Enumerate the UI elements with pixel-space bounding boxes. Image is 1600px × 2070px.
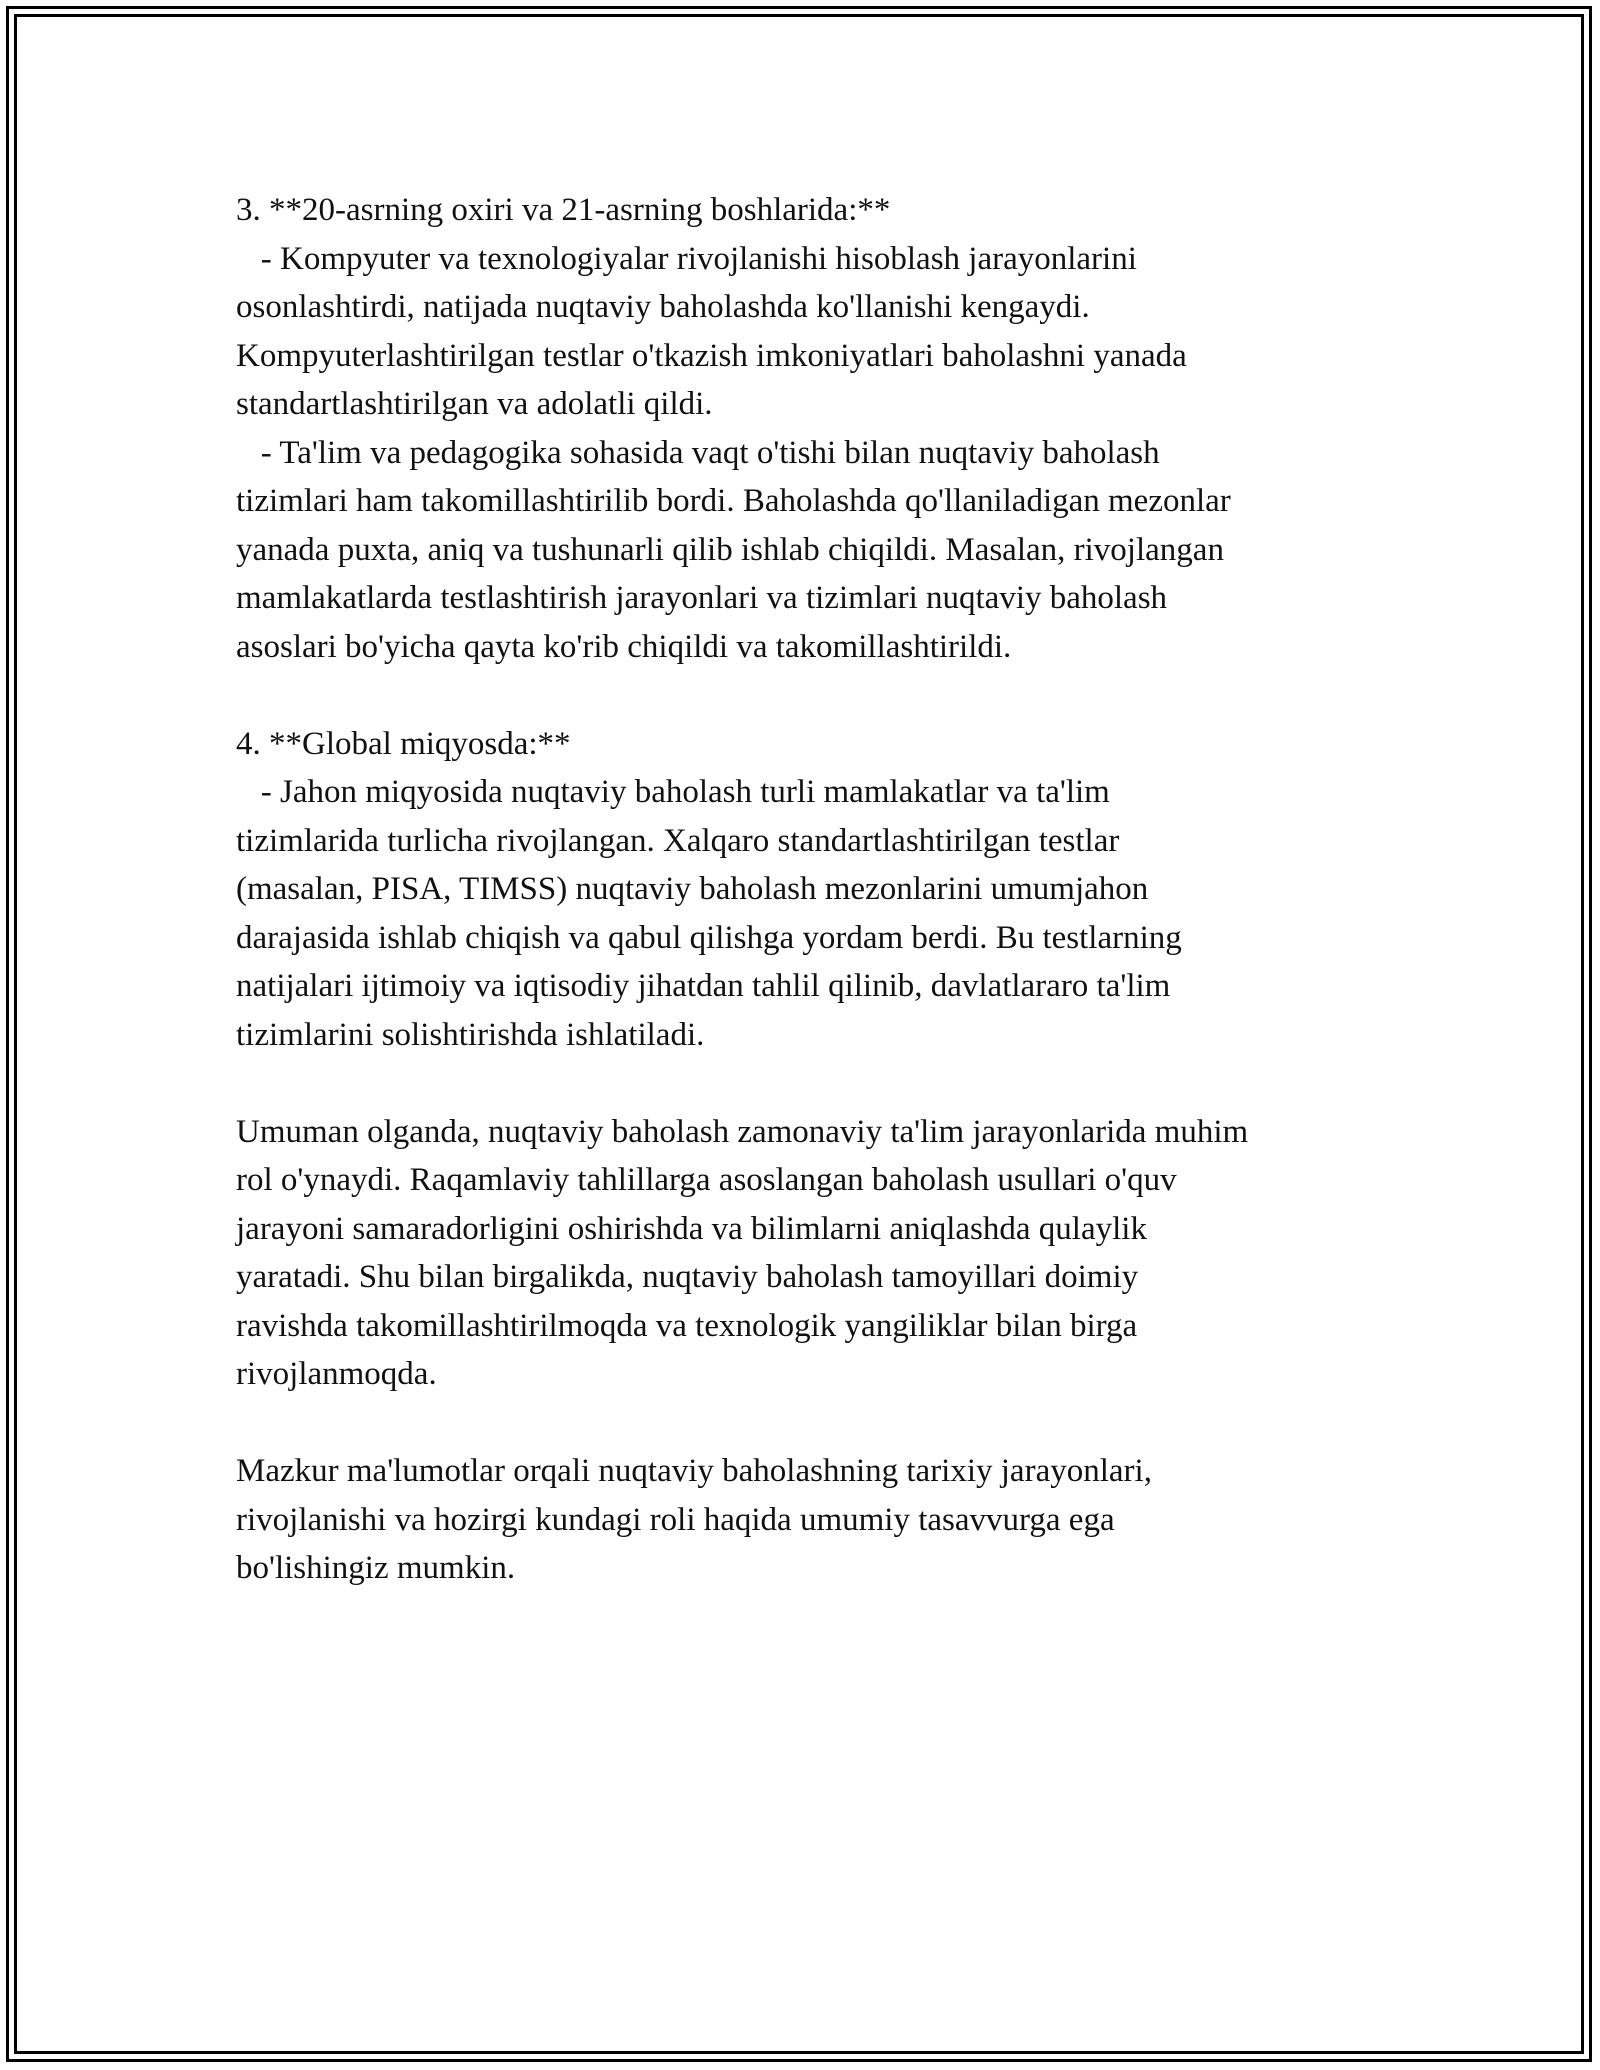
- section-heading: 3. **20-asrning oxiri va 21-asrning boshlarida:**: [236, 192, 891, 228]
- section-global-scale: [236, 720, 1366, 1060]
- paragraph-gap: [236, 671, 1366, 720]
- section-late-20th-early-21st-century: [236, 186, 1366, 671]
- text-line: Umuman olganda, nuqtaviy baholash zamonaviy ta'lim jarayonlarida muhim: [236, 1113, 1249, 1150]
- document-body: [236, 186, 1366, 1593]
- paragraph-summary: [236, 1108, 1366, 1399]
- text-line: - Kompyuter va texnologiyalar rivojlanishi hisoblash jarayonlarini: [236, 240, 1137, 277]
- text-line: mamlakatlarda testlashtirish jarayonlari va tizimlari nuqtaviy baholash: [236, 580, 1168, 616]
- text-line: natijalari ijtimoiy va iqtisodiy jihatdan tahlil qilinib, davlatlararo ta'lim: [236, 968, 1171, 1004]
- text-line: bo'lishingiz mumkin.: [236, 1550, 516, 1586]
- text-line: yaratadi. Shu bilan birgalikda, nuqtaviy baholash tamoyillari doimiy: [236, 1259, 1139, 1295]
- text-line: jarayoni samaradorligini oshirishda va bilimlarni aniqlashda qulaylik: [236, 1210, 1147, 1247]
- text-line: rol o'ynaydi. Raqamlaviy tahlillarga asoslangan baholash usullari o'quv: [236, 1162, 1177, 1198]
- text-line: standartlashtirilgan va adolatli qildi.: [236, 386, 713, 422]
- text-line: tizimlari ham takomillashtirilib bordi. Baholashda qo'llaniladigan mezonlar: [236, 483, 1231, 519]
- text-line: asoslari bo'yicha qayta ko'rib chiqildi va takomillashtirildi.: [236, 628, 1012, 665]
- paragraph-conclusion: [236, 1447, 1366, 1593]
- text-line: - Ta'lim va pedagogika sohasida vaqt o'tishi bilan nuqtaviy baholash: [236, 434, 1160, 471]
- text-line: (masalan, PISA, TIMSS) nuqtaviy baholash mezonlarini umumjahon: [236, 871, 1149, 907]
- text-line: ravishda takomillashtirilmoqda va texnologik yangiliklar bilan birga: [236, 1307, 1138, 1344]
- text-line: osonlashtirdi, natijada nuqtaviy baholashda ko'llanishi kengaydi.: [236, 289, 1090, 325]
- section-heading: 4. **Global miqyosda:**: [236, 725, 571, 762]
- text-line: yanada puxta, aniq va tushunarli qilib ishlab chiqildi. Masalan, rivojlangan: [236, 531, 1224, 568]
- text-line: Mazkur ma'lumotlar orqali nuqtaviy baholashning tarixiy jarayonlari,: [236, 1453, 1152, 1489]
- text-line: tizimlarini solishtirishda ishlatiladi.: [236, 1016, 705, 1053]
- text-line: darajasida ishlab chiqish va qabul qilishga yordam berdi. Bu testlarning: [236, 919, 1182, 956]
- text-line: tizimlarida turlicha rivojlangan. Xalqaro standartlashtirilgan testlar: [236, 822, 1120, 859]
- paragraph-gap: [236, 1059, 1366, 1108]
- text-line: Kompyuterlashtirilgan testlar o'tkazish imkoniyatlari baholashni yanada: [236, 337, 1187, 374]
- text-line: rivojlanishi va hozirgi kundagi roli haqida umumiy tasavvurga ega: [236, 1501, 1115, 1538]
- text-line: - Jahon miqyosida nuqtaviy baholash turli mamlakatlar va ta'lim: [236, 774, 1110, 810]
- paragraph-gap: [236, 1399, 1366, 1448]
- text-line: rivojlanmoqda.: [236, 1356, 437, 1392]
